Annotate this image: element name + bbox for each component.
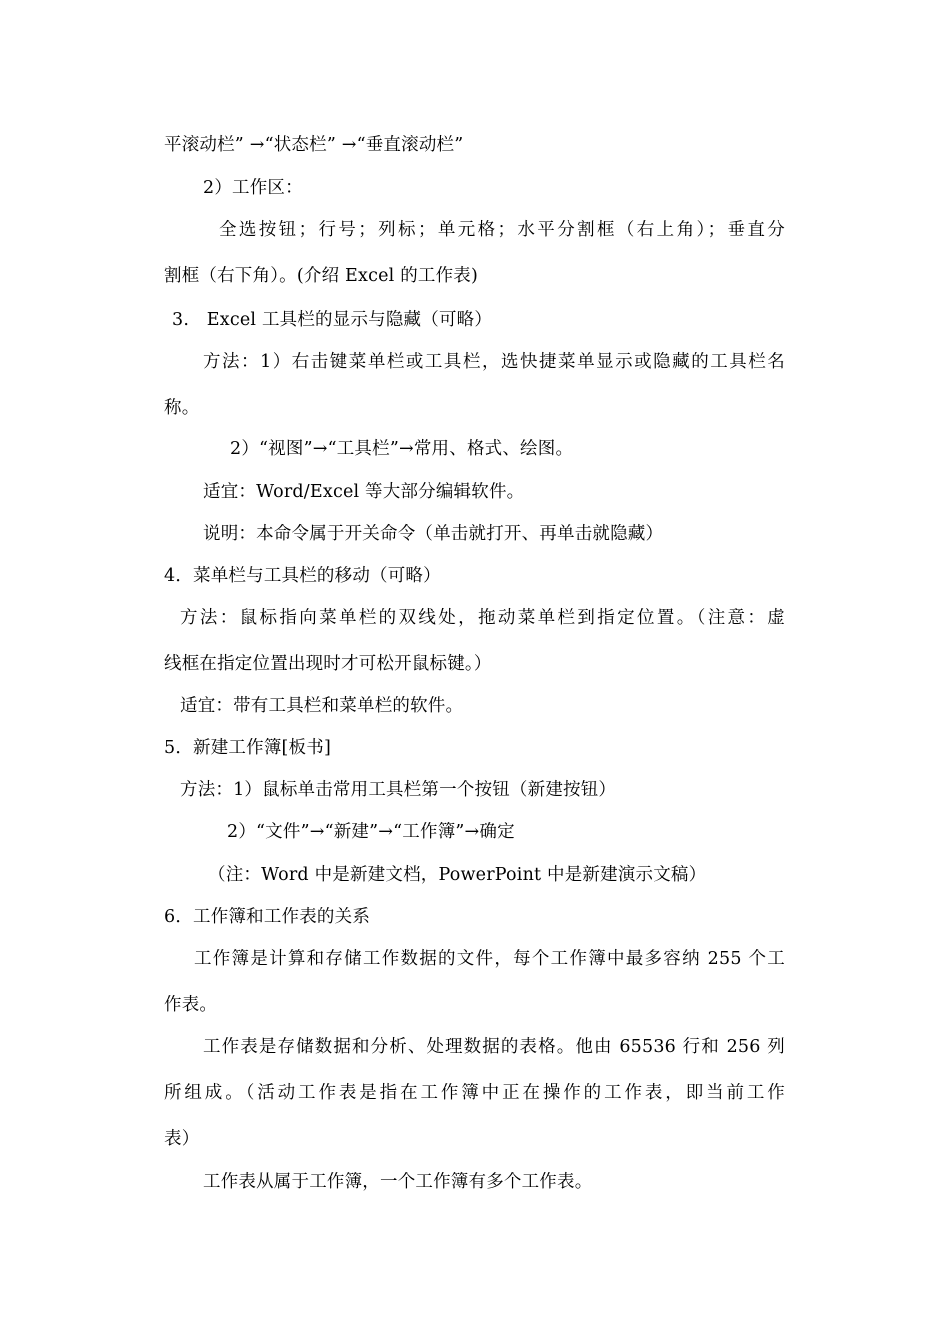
text-line: （注：Word 中是新建文档，PowerPoint 中是新建演示文稿） (208, 865, 707, 885)
text-line: 适宜：Word/Excel 等大部分编辑软件。 (203, 482, 525, 502)
text-line: 2）“视图”→“工具栏”→常用、格式、绘图。 (230, 439, 574, 459)
text-line: 表） (164, 1129, 200, 1149)
text-line: 工作簿是计算和存储工作数据的文件，每个工作簿中最多容纳 255 个工 (194, 949, 785, 969)
section-heading: 4．菜单栏与工具栏的移动（可略） (164, 566, 441, 586)
section-heading: 6．工作簿和工作表的关系 (164, 907, 371, 927)
text-line: 方法：1）右击键菜单栏或工具栏，选快捷菜单显示或隐藏的工具栏名 (203, 352, 785, 372)
text-line: 方法：鼠标指向菜单栏的双线处，拖动菜单栏到指定位置。（注意：虚 (180, 608, 785, 628)
text-line: 所组成。（活动工作表是指在工作簿中正在操作的工作表，即当前工作 (164, 1083, 785, 1103)
text-line: 线框在指定位置出现时才可松开鼠标键。） (164, 654, 492, 674)
text-line: 2）工作区： (203, 178, 303, 198)
text-line: 2）“文件”→“新建”→“工作簿”→确定 (227, 822, 515, 842)
text-line: 平滚动栏” →“状态栏” →“垂直滚动栏” (164, 135, 464, 155)
section-heading: 5．新建工作簿[板书] (164, 738, 331, 758)
text-line: 工作表是存储数据和分析、处理数据的表格。他由 65536 行和 256 列 (203, 1037, 785, 1057)
text-line: 称。 (164, 398, 200, 418)
text-line: 方法：1）鼠标单击常用工具栏第一个按钮（新建按钮） (180, 780, 617, 800)
text-line: 作表。 (164, 995, 218, 1015)
section-heading: 3. Excel 工具栏的显示与隐藏（可略） (172, 310, 493, 330)
text-line: 适宜：带有工具栏和菜单栏的软件。 (180, 696, 464, 716)
text-line: 说明：本命令属于开关命令（单击就打开、再单击就隐藏） (203, 524, 664, 544)
text-line: 工作表从属于工作簿，一个工作簿有多个工作表。 (203, 1172, 593, 1192)
text-line: 全选按钮；行号；列标；单元格；水平分割框（右上角）；垂直分 (219, 220, 785, 240)
text-line: 割框（右下角）。(介绍 Excel 的工作表) (164, 266, 479, 286)
